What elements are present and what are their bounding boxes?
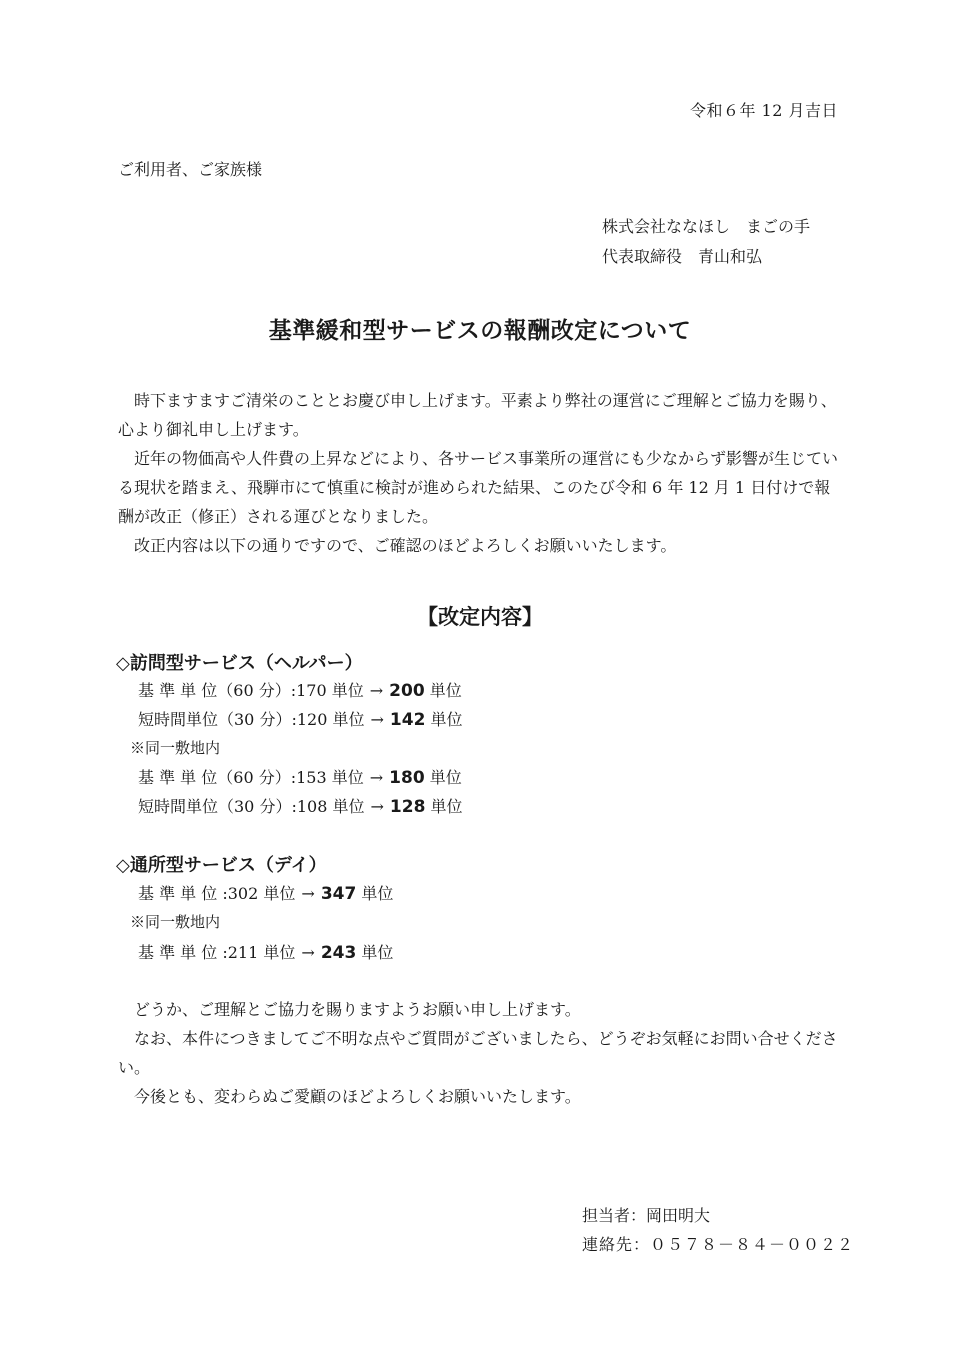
closing-paragraph: なお、本件につきましてご不明な点やご質問がございましたら、どうぞお気軽にお問い合せください。 [118,1029,838,1077]
new-value: 128 [389,797,426,817]
addressee: ご利用者、ご家族様 [118,160,263,179]
old-value: 108 [296,797,328,816]
section-title: 【改定内容】 [417,605,543,629]
rate-row [138,940,393,963]
rate-label: 基 準 単 位 : [138,884,228,903]
unit: 単位 [263,943,296,962]
unit: 単位 [429,681,462,700]
unit: 単位 [332,797,365,816]
rate-label: 基 準 単 位（60 分）: [138,681,297,700]
contact-phone: 連絡先：０５７８－８４－００２２ [582,1235,855,1254]
new-value: 180 [389,768,425,788]
document-date: 令和６年 12 月吉日 [689,101,838,120]
intro-paragraphs [118,386,844,560]
arrow-icon: → [369,681,384,700]
same-site-note: ※同一敷地内 [130,913,221,931]
old-value: 120 [296,710,328,729]
company-name: 株式会社ななほし まごの手 [602,217,811,236]
rate-row [138,794,463,817]
unit: 単位 [430,797,463,816]
rate-row [138,707,463,730]
representative: 代表取締役 青山和弘 [602,247,763,266]
unit: 単位 [331,768,364,787]
old-value: 153 [296,768,327,787]
unit: 単位 [361,884,394,903]
unit: 単位 [263,884,296,903]
arrow-icon: → [369,768,384,787]
new-value: 142 [389,710,426,730]
arrow-icon: → [370,710,384,729]
intro-paragraph: 改正内容は以下の通りですので、ご確認のほどよろしくお願いいたします。 [134,536,677,555]
rate-label: 短時間単位（30 分）: [138,797,297,816]
rate-row [138,678,462,701]
arrow-icon: → [301,943,315,962]
rate-label: 短時間単位（30 分）: [138,710,297,729]
unit: 単位 [332,710,365,729]
unit: 単位 [430,710,463,729]
unit: 単位 [361,943,394,962]
old-value: 170 [296,681,327,700]
service-heading-day: ◇通所型サービス（デイ） [116,855,327,876]
intro-paragraph: 近年の物価高や人件費の上昇などにより、各サービス事業所の運営にも少なからず影響が生じている現状を踏まえ、飛騨市にて慎重に検討が進められた結果、このたび令和 6 年 12 月 1 日付けで報酬が改正（修正）される運びとなりました。 [118,449,839,526]
unit: 単位 [429,768,462,787]
same-site-note: ※同一敷地内 [130,739,221,757]
rate-row [138,881,393,904]
new-value: 200 [389,681,425,701]
old-value: 302 [227,884,259,903]
closing-paragraphs [118,995,844,1111]
contact-person: 担当者：岡田明大 [582,1206,711,1225]
rate-row [138,765,462,788]
service-heading-visit: ◇訪問型サービス（ヘルパー） [116,653,363,674]
new-value: 347 [320,884,357,904]
rate-label: 基 準 単 位 : [138,943,228,962]
document-title: 基準緩和型サービスの報酬改定について [268,318,692,344]
arrow-icon: → [370,797,384,816]
unit: 単位 [331,681,364,700]
new-value: 243 [320,943,357,963]
old-value: 211 [227,943,259,962]
rate-label: 基 準 単 位（60 分）: [138,768,297,787]
intro-paragraph: 時下ますますご清栄のこととお慶び申し上げます。平素より弊社の運営にご理解とご協力を賜り、心より御礼申し上げます。 [118,391,837,439]
closing-paragraph: 今後とも、変わらぬご愛顧のほどよろしくお願いいたします。 [134,1087,581,1106]
arrow-icon: → [301,884,315,903]
closing-paragraph: どうか、ご理解とご協力を賜りますようお願い申し上げます。 [134,1000,581,1019]
